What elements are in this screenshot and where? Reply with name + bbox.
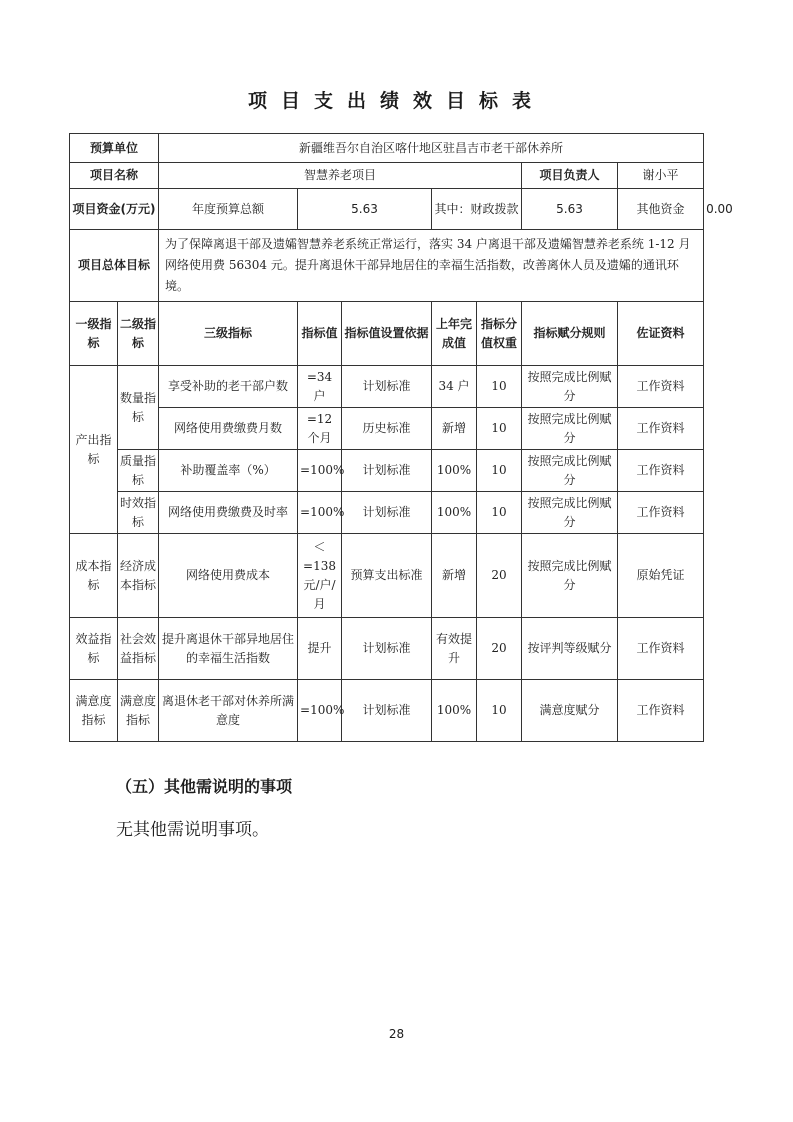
header-evidence: 佐证资料 <box>618 302 704 366</box>
indicator-weight: 10 <box>477 492 522 534</box>
table-row <box>70 366 704 408</box>
prev-year-value: 有效提升 <box>432 618 477 680</box>
scoring-rule: 按照完成比例赋分 <box>522 408 618 450</box>
project-name-value: 智慧养老项目 <box>159 163 522 189</box>
budget-unit-value: 新疆维吾尔自治区喀什地区驻昌吉市老干部休养所 <box>159 134 704 163</box>
scoring-rule: 按评判等级赋分 <box>522 618 618 680</box>
indicator-weight: 10 <box>477 680 522 742</box>
scoring-rule: 按照完成比例赋分 <box>522 366 618 408</box>
indicator-value: =34 户 <box>298 366 342 408</box>
header-level2: 二级指标 <box>118 302 159 366</box>
scoring-rule: 按照完成比例赋分 <box>522 534 618 618</box>
indicator-basis: 计划标准 <box>342 618 432 680</box>
fiscal-allocation-label: 其中：财政拨款 <box>432 189 522 230</box>
prev-year-value: 34 户 <box>432 366 477 408</box>
indicator-basis: 计划标准 <box>342 680 432 742</box>
prev-year-value: 100% <box>432 450 477 492</box>
indicator-basis: 计划标准 <box>342 492 432 534</box>
scoring-rule: 按照完成比例赋分 <box>522 492 618 534</box>
budget-unit-row <box>70 134 704 163</box>
other-funds-label: 其他资金 <box>618 189 704 230</box>
header-prev-year: 上年完成值 <box>432 302 477 366</box>
annual-budget-label: 年度预算总额 <box>159 189 298 230</box>
project-fund-label: 项目资金(万元) <box>70 189 159 230</box>
overall-goal-text: 为了保障离退干部及遗孀智慧养老系统正常运行，落实 34 户离退干部及遗孀智慧养老系统 1-12 月网络使用费 56304 元。提升离退休干部异地居住的幸福生活指数，改善离休人员及遗孀的通讯环境。 <box>159 230 704 302</box>
header-basis: 指标值设置依据 <box>342 302 432 366</box>
prev-year-value: 100% <box>432 492 477 534</box>
project-leader-value: 谢小平 <box>618 163 704 189</box>
level2-satisfaction: 满意度指标 <box>118 680 159 742</box>
indicator-weight: 20 <box>477 618 522 680</box>
indicator-value: 提升 <box>298 618 342 680</box>
header-level1: 一级指标 <box>70 302 118 366</box>
level2-quantity: 数量指标 <box>118 366 159 450</box>
indicator-weight: 20 <box>477 534 522 618</box>
level3-indicator: 提升离退休干部异地居住的幸福生活指数 <box>159 618 298 680</box>
table-row <box>70 408 704 450</box>
indicator-weight: 10 <box>477 408 522 450</box>
table-row <box>70 618 704 680</box>
level1-output: 产出指标 <box>70 366 118 534</box>
overall-goal-row <box>70 230 704 302</box>
indicator-basis: 历史标准 <box>342 408 432 450</box>
indicator-value: ＜=138 元/户/月 <box>298 534 342 618</box>
indicator-weight: 10 <box>477 366 522 408</box>
level3-indicator: 补助覆盖率（%） <box>159 450 298 492</box>
level3-indicator: 网络使用费缴费及时率 <box>159 492 298 534</box>
budget-unit-label: 预算单位 <box>70 134 159 163</box>
level2-timeliness: 时效指标 <box>118 492 159 534</box>
evidence: 工作资料 <box>618 492 704 534</box>
project-name-row <box>70 163 704 189</box>
table-row <box>70 534 704 618</box>
evidence: 工作资料 <box>618 450 704 492</box>
project-leader-label: 项目负责人 <box>522 163 618 189</box>
header-weight: 指标分值权重 <box>477 302 522 366</box>
prev-year-value: 新增 <box>432 408 477 450</box>
header-scoring-rule: 指标赋分规则 <box>522 302 618 366</box>
indicator-basis: 预算支出标准 <box>342 534 432 618</box>
level2-quality: 质量指标 <box>118 450 159 492</box>
evidence: 工作资料 <box>618 618 704 680</box>
section-text: 无其他需说明事项。 <box>116 820 269 840</box>
indicator-basis: 计划标准 <box>342 366 432 408</box>
table-row <box>70 680 704 742</box>
table-row <box>70 492 704 534</box>
level3-indicator: 享受补助的老干部户数 <box>159 366 298 408</box>
page-title: 项目支出绩效目标表 <box>247 90 545 112</box>
table-row <box>70 450 704 492</box>
indicator-value: =100% <box>298 450 342 492</box>
performance-table <box>69 133 733 742</box>
header-value: 指标值 <box>298 302 342 366</box>
prev-year-value: 新增 <box>432 534 477 618</box>
section-heading: （五）其他需说明的事项 <box>116 777 293 796</box>
level2-economic-cost: 经济成本指标 <box>118 534 159 618</box>
evidence: 工作资料 <box>618 680 704 742</box>
fiscal-allocation-value: 5.63 <box>522 189 618 230</box>
indicator-basis: 计划标准 <box>342 450 432 492</box>
indicator-weight: 10 <box>477 450 522 492</box>
level1-cost: 成本指标 <box>70 534 118 618</box>
scoring-rule: 满意度赋分 <box>522 680 618 742</box>
level3-indicator: 离退休老干部对休养所满意度 <box>159 680 298 742</box>
prev-year-value: 100% <box>432 680 477 742</box>
project-name-label: 项目名称 <box>70 163 159 189</box>
overall-goal-label: 项目总体目标 <box>70 230 159 302</box>
header-level3: 三级指标 <box>159 302 298 366</box>
indicator-value: =100% <box>298 492 342 534</box>
indicator-value: =100% <box>298 680 342 742</box>
indicator-header-row <box>70 302 704 366</box>
evidence: 工作资料 <box>618 366 704 408</box>
level1-benefit: 效益指标 <box>70 618 118 680</box>
level1-satisfaction: 满意度指标 <box>70 680 118 742</box>
indicator-value: =12 个月 <box>298 408 342 450</box>
evidence: 原始凭证 <box>618 534 704 618</box>
level2-social-benefit: 社会效益指标 <box>118 618 159 680</box>
level3-indicator: 网络使用费成本 <box>159 534 298 618</box>
evidence: 工作资料 <box>618 408 704 450</box>
page-number: 28 <box>388 1027 405 1041</box>
level3-indicator: 网络使用费缴费月数 <box>159 408 298 450</box>
scoring-rule: 按照完成比例赋分 <box>522 450 618 492</box>
project-fund-row: 项目资金(万元) 年度预算总额 5.63 其中：财政拨款 5.63 其他资金 0.00 <box>70 189 704 230</box>
annual-budget-value: 5.63 <box>298 189 432 230</box>
